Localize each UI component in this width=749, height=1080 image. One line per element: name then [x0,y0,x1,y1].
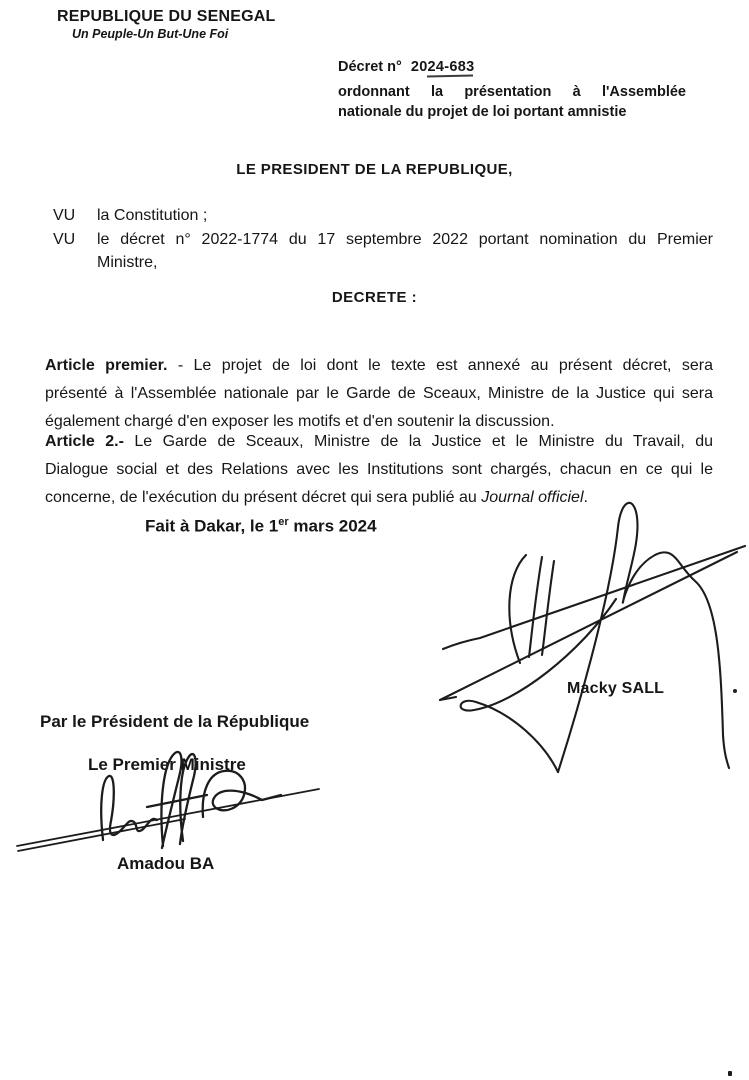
decree-title-block [338,57,686,122]
article-2-line3-text: concerne, de l'exécution du présent décret qui sera publié au [45,489,482,506]
journal-officiel-italic: Journal officiel [481,489,584,506]
underline-mark [427,75,473,77]
visa-row-constitution [53,204,713,228]
article-1-line1-text: - Le projet de loi dont le texte est annexé au présent décret, sera [167,357,713,374]
visa-label: VU [53,230,76,248]
article-1-line2: présenté à l'Assemblée nationale par le Garde de Sceaux, Ministre de la Justice qui sera [45,385,713,402]
visa-text [97,228,713,275]
authority-line: Par le Président de la République [40,712,310,731]
president-name: Macky SALL [567,680,665,697]
pm-name: Amadou BA [117,854,215,873]
national-motto: Un Peuple-Un But-Une Foi [72,27,229,41]
visa-clauses [53,204,713,275]
scan-speck [728,1071,732,1076]
article-2-line3-period: . [583,489,588,506]
country-title: REPUBLIQUE DU SENEGAL [57,8,276,25]
pm-title: Le Premier Ministre [88,755,246,774]
dateline [145,516,377,537]
article-1 [45,352,713,436]
ink-dot [733,689,737,693]
decrete-heading: DECRETE : [331,289,418,306]
article-1-line3: également chargé d'en exposer les motifs et d'en soutenir la discussion. [45,413,555,430]
article-2-line2: Dialogue social et des Relations avec les Institutions sont chargés, chacun en ce qui le [45,461,713,478]
dateline-rest: mars 2024 [288,516,377,536]
decree-number-label: Décret n° [338,59,402,75]
article-1-line1 [45,352,713,380]
visa-row-pm-decree [53,228,713,275]
article-2-line1 [45,428,713,456]
decree-number-line [338,57,686,77]
decree-subject [338,82,686,122]
article-2-label: Article 2.- [45,433,124,450]
visa-label: VU [53,207,76,224]
article-2-line1-text: Le Garde de Sceaux, Ministre de la Justice et le Ministre du Travail, du [123,433,713,450]
decree-subject-line2: nationale du projet de loi portant amnistie [338,104,627,120]
macky-sall-signature [432,487,749,787]
dateline-text: Fait à Dakar, le 1 [145,516,279,536]
visa-text-line2: Ministre, [97,254,158,271]
amadou-ba-signature [15,745,325,860]
president-heading: LE PRESIDENT DE LA REPUBLIQUE, [236,161,513,178]
article-1-label: Article premier. [45,357,168,374]
visa-text: la Constitution ; [97,207,208,224]
decree-subject-line1: ordonnant la présentation à l'Assemblée [338,84,686,100]
decree-number: 2024-683 [410,59,475,75]
visa-text-line1: le décret n° 2022-1774 du 17 septembre 2022 portant nomination du Premier [97,230,713,248]
dateline-ordinal: er [278,516,289,528]
